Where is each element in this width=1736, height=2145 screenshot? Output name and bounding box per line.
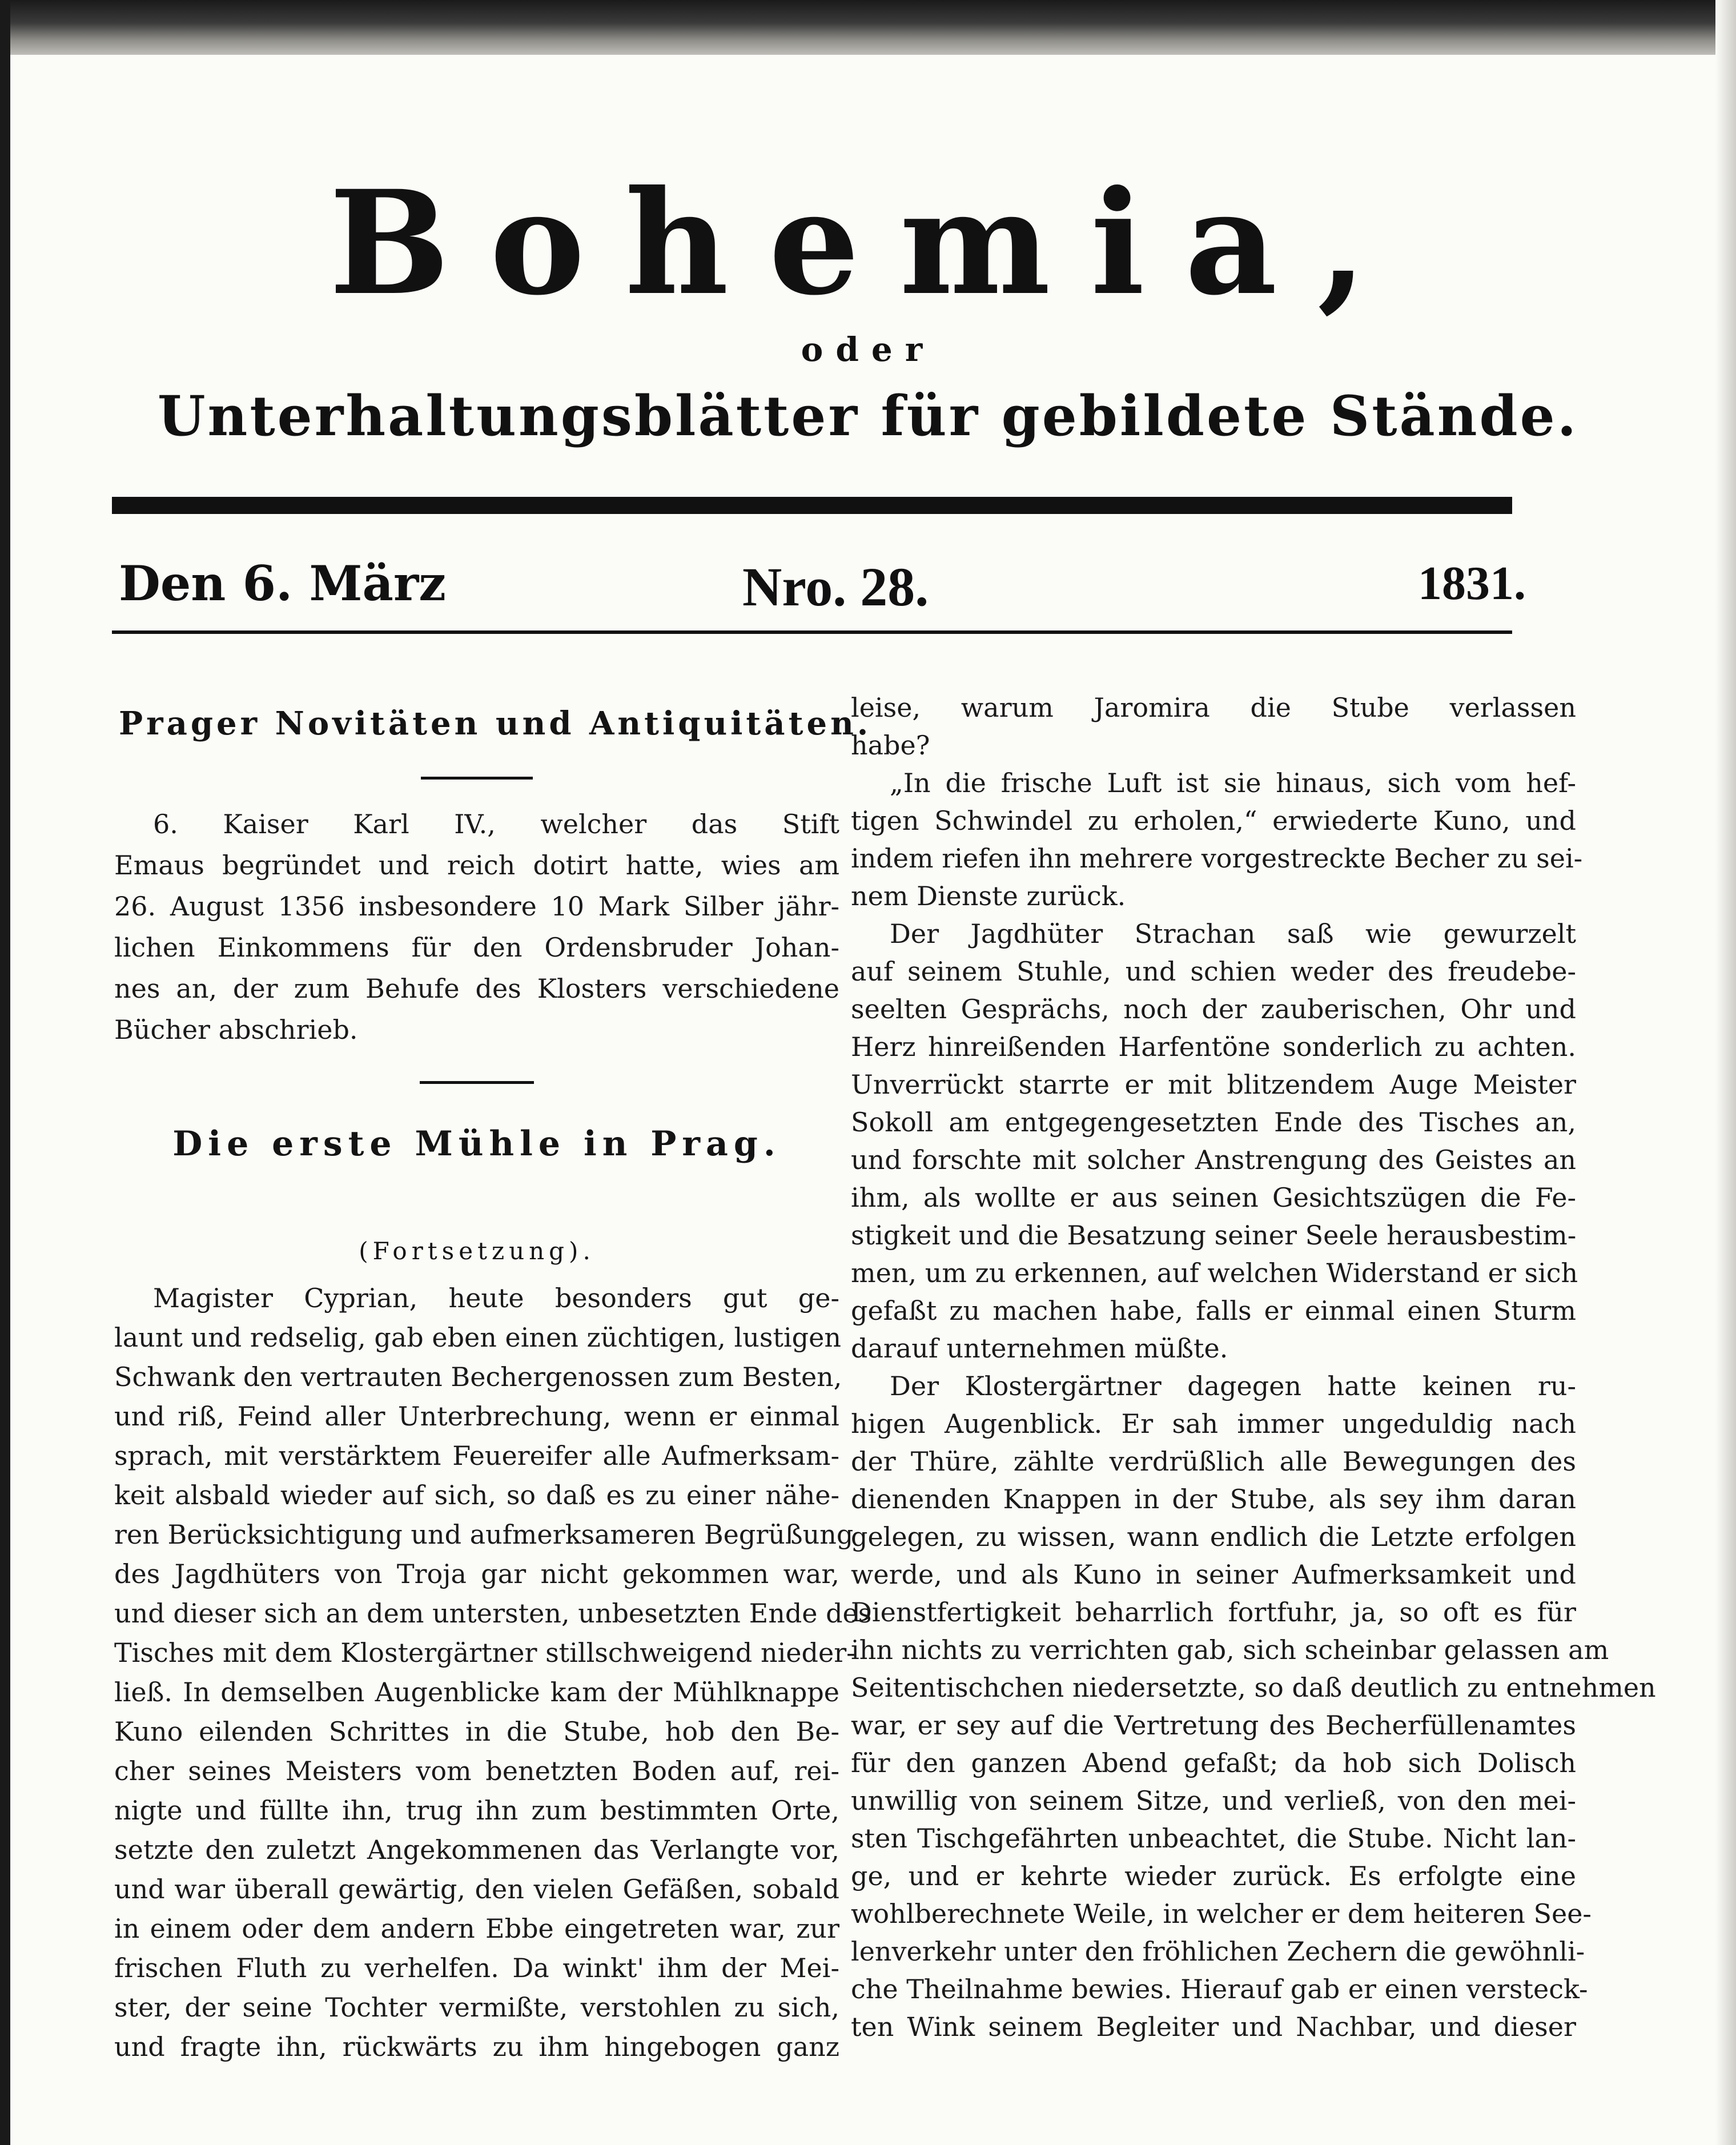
right-column xyxy=(851,689,1656,2046)
text-line: gelegen, zu wissen, wann endlich die Letzte erfolgen xyxy=(851,1521,1576,1552)
text-line: Tisches mit dem Klostergärtner stillschweigend nieder- xyxy=(114,1637,855,1668)
text-line: lenverkehr unter den fröhlichen Zechern die gewöhnli- xyxy=(851,1936,1585,1967)
text-line: gefaßt zu machen habe, falls er einmal einen Sturm xyxy=(851,1295,1576,1326)
text-line: für den ganzen Abend gefaßt; da hob sich Dolisch xyxy=(851,1748,1576,1778)
issue-date: Den 6. März xyxy=(119,555,446,612)
text-line: men, um zu erkennen, auf welchen Widerstand er sich xyxy=(851,1258,1578,1288)
text-line: dienenden Knappen in der Stube, als sey ihm daran xyxy=(851,1484,1576,1515)
text-line: habe? xyxy=(851,730,930,761)
text-line: und fragte ihn, rückwärts zu ihm hingebogen ganz xyxy=(114,2031,839,2062)
text-line: Unverrückt starrte er mit blitzendem Auge Meister xyxy=(851,1069,1576,1100)
text-line: unwillig von seinem Sitze, und verließ, von den mei- xyxy=(851,1785,1576,1816)
story-title: Die erste Mühle in Prag. xyxy=(172,1124,781,1164)
news-item xyxy=(114,804,839,1050)
text-line: „In die frische Luft ist sie hinaus, sich vom hef- xyxy=(890,768,1576,798)
issue-year: 1831. xyxy=(1418,557,1526,610)
text-line: nes an, der zum Behufe des Klosters verschiedene xyxy=(114,973,839,1004)
story-body xyxy=(114,1279,872,2067)
story-continuation-note: (Fortsetzung). xyxy=(359,1237,595,1265)
text-line: der Thüre, zählte verdrüßlich alle Bewegungen des xyxy=(851,1446,1576,1477)
text-line: auf seinem Stuhle, und schien weder des freudebe- xyxy=(851,956,1576,987)
text-line: nem Dienste zurück. xyxy=(851,881,1126,911)
text-line: Seitentischchen niedersetzte, so daß deutlich zu entnehmen xyxy=(851,1672,1656,1703)
text-line: seelten Gesprächs, noch der zauberischen, Ohr und xyxy=(851,994,1576,1025)
left-column xyxy=(114,674,872,2067)
text-line: 26. August 1356 insbesondere 10 Mark Silber jähr- xyxy=(114,891,839,922)
masthead-connector: oder xyxy=(801,330,935,369)
text-line: werde, und als Kuno in seiner Aufmerksamkeit und xyxy=(851,1559,1576,1590)
text-line: darauf unternehmen müßte. xyxy=(851,1333,1228,1364)
section-heading: Prager Novitäten und Antiquitäten. xyxy=(119,705,872,742)
text-line: stigkeit und die Besatzung seiner Seele herausbestim- xyxy=(851,1220,1577,1251)
masthead-title: Bohemia, xyxy=(329,159,1407,327)
text-line: Dienstfertigkeit beharrlich fortfuhr, ja, so oft es für xyxy=(851,1597,1576,1628)
text-line: che Theilnahme bewies. Hierauf gab er einen versteck- xyxy=(851,1974,1588,2005)
dateline-rule xyxy=(112,630,1512,634)
text-line: sprach, mit verstärktem Feuereifer alle Aufmerksam- xyxy=(114,1440,839,1471)
text-line: nigte und füllte ihn, trug ihn zum bestimmten Orte, xyxy=(114,1795,839,1826)
text-line: war, er sey auf die Vertretung des Becherfüllenamtes xyxy=(851,1710,1576,1741)
text-line: ihm, als wollte er aus seinen Gesichtszügen die Fe- xyxy=(851,1182,1576,1213)
text-line: cher seines Meisters vom benetzten Boden auf, rei- xyxy=(114,1756,839,1786)
text-line: in einem oder dem andern Ebbe eingetreten war, zur xyxy=(114,1913,839,1944)
text-line: Kuno eilenden Schrittes in die Stube, hob den Be- xyxy=(114,1716,839,1747)
text-line: indem riefen ihn mehrere vorgestreckte Becher zu sei- xyxy=(851,843,1583,874)
text-line: Der Jagdhüter Strachan saß wie gewurzelt xyxy=(890,918,1576,949)
text-line: tigen Schwindel zu erholen,“ erwiederte Kuno, und xyxy=(851,805,1576,836)
text-line: sten Tischgefährten unbeachtet, die Stube. Nicht lan- xyxy=(851,1823,1576,1854)
text-line: Bücher abschrieb. xyxy=(114,1014,358,1045)
story-divider xyxy=(420,1081,534,1084)
text-line: ihn nichts zu verrichten gab, sich scheinbar gelassen am xyxy=(851,1634,1609,1665)
left-binding-edge xyxy=(0,0,10,2145)
page-right-edge xyxy=(1715,0,1736,2145)
text-line: higen Augenblick. Er sah immer ungeduldig nach xyxy=(851,1408,1576,1439)
text-line: keit alsbald wieder auf sich, so daß es zu einer nähe- xyxy=(114,1480,839,1511)
text-line: 6. Kaiser Karl IV., welcher das Stift xyxy=(153,809,839,839)
text-line: des Jagdhüters von Troja gar nicht gekommen war, xyxy=(114,1558,839,1589)
text-line: Herz hinreißenden Harfentöne sonderlich zu achten. xyxy=(851,1031,1576,1062)
text-line: ten Wink seinem Begleiter und Nachbar, und dieser xyxy=(851,2011,1576,2042)
text-line: und riß, Feind aller Unterbrechung, wenn er einmal xyxy=(114,1401,839,1432)
masthead-subtitle: Unterhaltungsblätter für gebildete Stände. xyxy=(157,384,1579,448)
text-line: wohlberechnete Weile, in welcher er dem heiteren See- xyxy=(851,1898,1592,1929)
story-body-continued xyxy=(851,689,1656,2046)
text-line: Der Klostergärtner dagegen hatte keinen ru- xyxy=(890,1371,1576,1401)
text-line: lichen Einkommens für den Ordensbruder Johan- xyxy=(114,932,839,963)
text-line: und dieser sich an dem untersten, unbesetzten Ende des xyxy=(114,1598,872,1629)
text-line: ster, der seine Tochter vermißte, verstohlen zu sich, xyxy=(114,1992,839,2023)
issue-number: Nro. 28. xyxy=(742,556,929,617)
text-line: und forschte mit solcher Anstrengung des Geistes an xyxy=(851,1144,1576,1175)
masthead-rule xyxy=(112,497,1512,514)
text-line: frischen Fluth zu verhelfen. Da winkt' ihm der Mei- xyxy=(114,1953,839,1983)
text-line: ge, und er kehrte wieder zurück. Es erfolgte eine xyxy=(851,1861,1576,1891)
text-line: Sokoll am entgegengesetzten Ende des Tisches an, xyxy=(851,1107,1576,1138)
text-line: Schwank den vertrauten Bechergenossen zum Besten, xyxy=(114,1361,842,1392)
text-line: leise, warum Jaromira die Stube verlassen xyxy=(851,692,1576,723)
text-line: Emaus begründet und reich dotirt hatte, wies am xyxy=(114,850,839,881)
text-line: setzte den zuletzt Angekommenen das Verlangte vor, xyxy=(114,1834,839,1865)
section-divider xyxy=(421,777,533,780)
text-line: Magister Cyprian, heute besonders gut ge- xyxy=(153,1283,839,1313)
text-line: launt und redselig, gab eben einen züchtigen, lustigen xyxy=(114,1322,841,1353)
text-line: ließ. In demselben Augenblicke kam der Mühlknappe xyxy=(114,1677,839,1708)
text-line: ren Berücksichtigung und aufmerksameren Begrüßung xyxy=(114,1519,854,1550)
text-line: und war überall gewärtig, den vielen Gefäßen, sobald xyxy=(114,1874,839,1905)
